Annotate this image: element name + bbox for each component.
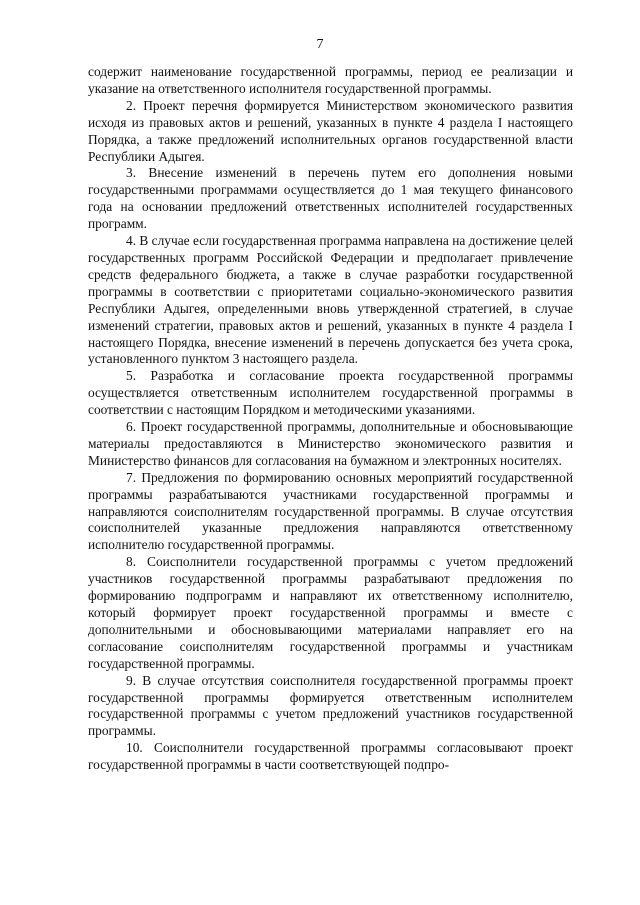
paragraph-7: 7. Предложения по формированию основных мероприятий государственной программы разрабатываются участниками государственной программы и направляются соисполнителям государственной программы. В случае отсутствия соисполнителей указанные предложения направляются ответственному исполнителю государственной программы. [88,469,573,553]
paragraph-3: 3. Внесение изменений в перечень путем его дополнения новыми государственными программами осуществляется до 1 мая текущего финансового года на основании предложений ответственных исполнителей государственных программ. [88,165,573,232]
paragraph-5: 5. Разработка и согласование проекта государственной программы осуществляется ответственным исполнителем государственной программы в соответствии с настоящим Порядком и методическими указаниями. [88,368,573,418]
paragraph-10: 10. Соисполнители государственной программы согласовывают проект государственной программы в части соответствующей подпро- [88,740,573,773]
page-number: 7 [316,37,324,52]
document-body [88,64,573,774]
paragraph-9: 9. В случае отсутствия соисполнителя государственной программы проект государственной программы формируется ответственным исполнителем государственной программы с учетом предложений участников государственной программы. [88,672,573,739]
paragraph-4: 4. В случае если государственная программа направлена на достижение целей государственных программ Российской Федерации и предполагает привлечение средств федерального бюджета, а также в случае разработки государственной программы в соответствии с приоритетами социально-экономического развития Республики Адыгея, определенными вновь утвержденной стратегией, в случае изменений стратегии, правовых актов и решений, указанных в пункте 4 раздела I настоящего Порядка, внесение изменений в перечень допускается без учета срока, установленного пунктом 3 настоящего раздела. [88,233,574,367]
paragraph-2: 2. Проект перечня формируется Министерством экономического развития исходя из правовых актов и решений, указанных в пункте 4 раздела I настоящего Порядка, а также предложений исполнительных органов государственной власти Республики Адыгея. [88,97,573,164]
paragraph-8: 8. Соисполнители государственной программы с учетом предложений участников государственной программы разрабатывают предложения по формированию подпрограмм и направляют их ответственному исполнителю, который формирует проект государственной программы и вместе с дополнительными и обосновывающими материалами направляет его на согласование соисполнителям государственной программы и участникам государственной программы. [88,554,573,671]
paragraph-6: 6. Проект государственной программы, дополнительные и обосновывающие материалы предоставляются в Министерство экономического развития и Министерство финансов для согласования на бумажном и электронных носителях. [88,419,573,468]
paragraph-continuation: содержит наименование государственной программы, период ее реализации и указание на ответственного исполнителя государственной программы. [88,64,573,96]
